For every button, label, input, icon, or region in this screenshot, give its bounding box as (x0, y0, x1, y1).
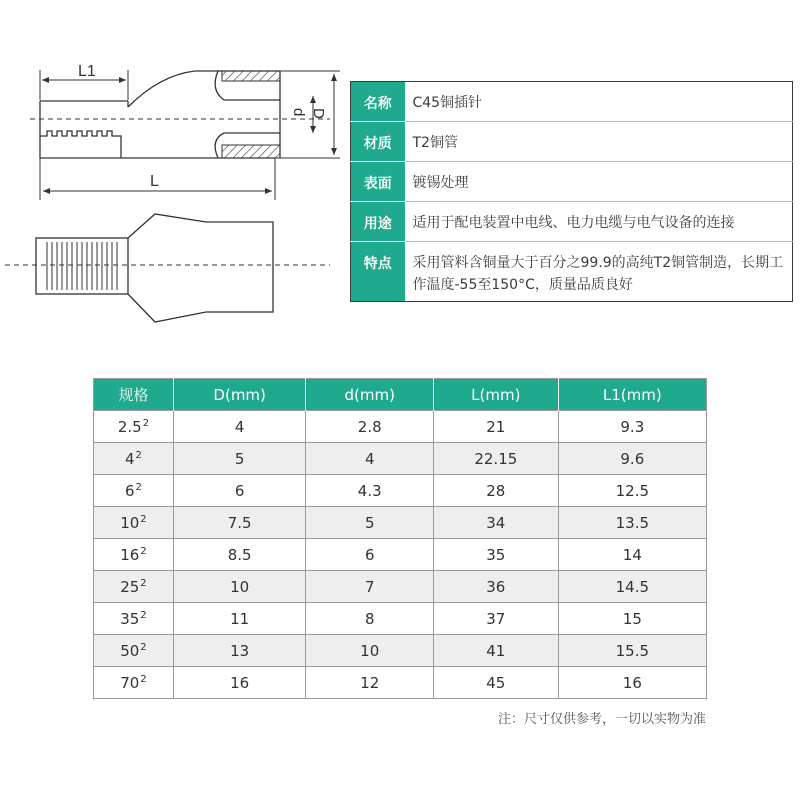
header-d: d(mm) (306, 379, 434, 411)
cell-D: 8.5 (173, 539, 306, 571)
table-row (94, 667, 707, 699)
spec-row-surface (351, 162, 793, 202)
outline-view (36, 214, 273, 322)
cell-d: 8 (306, 603, 434, 635)
cell-d: 6 (306, 539, 434, 571)
spec-table (350, 81, 793, 302)
cell-spec: $50^2$ (94, 635, 174, 667)
cell-d: 4 (306, 443, 434, 475)
spec-value: 镀锡处理 (405, 162, 793, 202)
technical-drawing (0, 0, 340, 340)
cell-spec: $6^2$ (94, 475, 174, 507)
spec-value: 适用于配电装置中电线、电力电缆与电气设备的连接 (405, 202, 793, 242)
spec-value: C45铜插针 (405, 82, 793, 122)
table-row (94, 603, 707, 635)
cell-L: 36 (433, 571, 558, 603)
cell-D: 16 (173, 667, 306, 699)
cell-spec: $25^2$ (94, 571, 174, 603)
cell-L1: 15 (558, 603, 706, 635)
cell-L: 21 (433, 411, 558, 443)
table-row (94, 635, 707, 667)
cell-D: 5 (173, 443, 306, 475)
cell-L1: 12.5 (558, 475, 706, 507)
dim-d-label: d (290, 108, 307, 117)
size-header-row (94, 379, 707, 411)
size-table (93, 378, 707, 699)
table-row (94, 443, 707, 475)
spec-row-material (351, 122, 793, 162)
dim-D-label: D (310, 108, 327, 119)
cell-D: 10 (173, 571, 306, 603)
table-row (94, 411, 707, 443)
footnote: 注：尺寸仅供参考，一切以实物为准 (497, 712, 706, 727)
spec-row-name (351, 82, 793, 122)
spec-row-features (351, 242, 793, 302)
header-D: D(mm) (173, 379, 306, 411)
table-row (94, 539, 707, 571)
cell-d: 10 (306, 635, 434, 667)
cell-spec: $70^2$ (94, 667, 174, 699)
cell-spec: $35^2$ (94, 603, 174, 635)
cell-L1: 13.5 (558, 507, 706, 539)
size-body (94, 411, 707, 699)
dim-L1-label: L1 (78, 63, 96, 80)
cell-L: 22.15 (433, 443, 558, 475)
cell-D: 11 (173, 603, 306, 635)
cell-L1: 15.5 (558, 635, 706, 667)
cell-L: 35 (433, 539, 558, 571)
cell-D: 13 (173, 635, 306, 667)
cell-L1: 14.5 (558, 571, 706, 603)
table-row (94, 475, 707, 507)
cell-L1: 9.3 (558, 411, 706, 443)
cell-L1: 14 (558, 539, 706, 571)
cell-L: 45 (433, 667, 558, 699)
cell-L: 41 (433, 635, 558, 667)
spec-label: 用途 (351, 202, 405, 242)
spec-label: 特点 (351, 242, 405, 302)
table-row (94, 507, 707, 539)
cell-L1: 16 (558, 667, 706, 699)
cell-D: 4 (173, 411, 306, 443)
spec-label: 名称 (351, 82, 405, 122)
header-L: L(mm) (433, 379, 558, 411)
cell-spec: $16^2$ (94, 539, 174, 571)
cell-D: 6 (173, 475, 306, 507)
cell-L: 34 (433, 507, 558, 539)
cell-spec: $4^2$ (94, 443, 174, 475)
cell-L: 28 (433, 475, 558, 507)
cell-D: 7.5 (173, 507, 306, 539)
dim-L-label: L (150, 173, 159, 190)
cell-d: 7 (306, 571, 434, 603)
header-L1: L1(mm) (558, 379, 706, 411)
cell-spec: $2.5^2$ (94, 411, 174, 443)
spec-value: T2铜管 (405, 122, 793, 162)
cell-spec: $10^2$ (94, 507, 174, 539)
cell-d: 2.8 (306, 411, 434, 443)
cell-d: 5 (306, 507, 434, 539)
spec-row-usage (351, 202, 793, 242)
spec-label: 表面 (351, 162, 405, 202)
cell-L1: 9.6 (558, 443, 706, 475)
spec-value: 采用管料含铜量大于百分之99.9的高纯T2铜管制造，长期工作温度-55至150°C，质量品质良好 (412, 255, 784, 293)
cell-d: 12 (306, 667, 434, 699)
table-row (94, 571, 707, 603)
cell-d: 4.3 (306, 475, 434, 507)
header-spec: 规格 (94, 379, 174, 411)
spec-label: 材质 (351, 122, 405, 162)
cell-L: 37 (433, 603, 558, 635)
